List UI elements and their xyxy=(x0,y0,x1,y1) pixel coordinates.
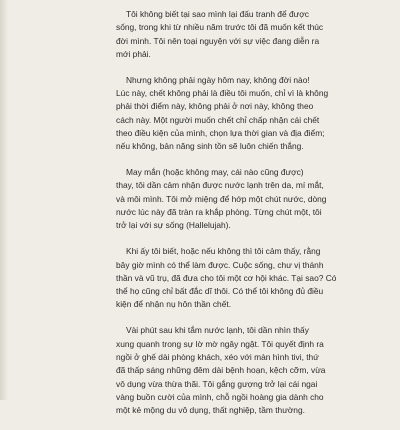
paragraph-5 xyxy=(116,324,356,417)
text-line: Tôi không biết tại sao mình lại đấu tranh để được xyxy=(126,9,309,19)
paragraph-3 xyxy=(116,166,356,232)
text-line: May mắn (hoặc không may, cái nào cũng được) xyxy=(126,167,304,178)
body-text xyxy=(116,8,356,430)
text-line: nước lúc này đã tràn ra khắp phòng. Từng chút một, tôi xyxy=(116,207,322,218)
text-line: sống, trong khi từ nhiều năm trước tôi đã muốn kết thúc xyxy=(116,22,324,33)
text-line: Nhưng không phải ngày hôm nay, không đời nào! xyxy=(126,74,310,85)
text-line: vàng buồn cười của mình, chỗ ngồi hoàng gia dành cho xyxy=(116,391,324,402)
paragraph-2 xyxy=(116,74,356,154)
text-line: trở lại với sự sống (Hallelujah). xyxy=(116,220,231,231)
text-line: bây giờ mình có thể làm được. Cuộc sống, chư vị thánh xyxy=(116,259,324,270)
text-line: theo điều kiện của mình, chọn lựa thời gian và địa điểm; xyxy=(116,127,325,138)
text-line: một kẻ mộng du vô dụng, thất nghiệp, tầm thường. xyxy=(116,405,305,416)
text-line: Lúc này, chết không phải là điều tôi muốn, chỉ vì là không xyxy=(116,88,329,99)
text-line: Khi ấy tôi biết, hoặc nếu không thì tôi cảm thấy, rằng xyxy=(126,246,321,257)
text-line: mới phải. xyxy=(116,48,151,59)
text-line: xung quanh trong sự lờ mờ ngây ngật. Tôi quyết định ra xyxy=(116,338,324,349)
page-gutter-shadow xyxy=(0,0,8,400)
text-line: kiện để nhận nụ hôn thần chết. xyxy=(116,299,232,310)
text-line: phải thời điểm này, không phải ở nơi này, không theo xyxy=(116,101,314,112)
text-line: nếu không, bản năng sinh tồn sẽ luôn chiến thắng. xyxy=(116,141,304,152)
text-line: thần và vũ trụ, đã đưa cho tôi một cơ hội khác. Tại sao? Có xyxy=(116,272,337,283)
text-line: đời mình. Tôi nên toại nguyện với sự việc đang diễn ra xyxy=(116,35,320,46)
text-line: đã thấp sáng những đêm dài bệnh hoạn, kệch cỡm, vừa xyxy=(116,365,326,376)
paragraph-4 xyxy=(116,245,356,311)
text-line: thay, tôi dần cảm nhận được nước lạnh trên da, mí mắt, xyxy=(116,180,324,191)
paragraph-1 xyxy=(116,8,356,61)
text-line: cách này. Một người muốn chết chỉ chấp nhận cái chết xyxy=(116,114,320,125)
text-line: thể họ cũng chỉ bất đắc dĩ thôi. Có thể tôi không đủ điều xyxy=(116,286,324,297)
text-line: ngồi ở ghế dài phòng khách, xéo với màn hình tivi, thứ xyxy=(116,351,319,362)
text-line: và môi mình. Tôi mở miệng để hớp một chút nước, dòng xyxy=(116,193,327,204)
text-line: Vài phút sau khi tắm nước lạnh, tôi dần nhìn thấy xyxy=(126,325,309,336)
text-line: vô dụng vừa thừa thãi. Tôi gắng gượng trở lại cái ngai xyxy=(116,378,318,389)
